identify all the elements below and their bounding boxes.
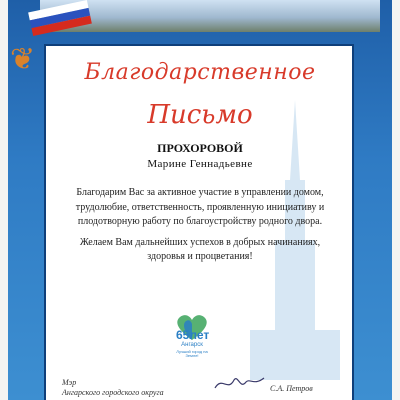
- signer-position-line1: Мэр: [62, 378, 77, 387]
- logo-number: 65лет: [176, 328, 210, 342]
- document-title-line2: Письмо: [147, 100, 253, 130]
- letter-paragraph: Желаем Вам дальнейших успехов в добрых начинаниях, здоровья и процветания!: [79, 236, 321, 262]
- recipient-surname: ПРОХОРОВОЙ: [157, 141, 243, 155]
- handwritten-signature-icon: [210, 372, 270, 394]
- logo-slogan: Лучший город на Земле!: [176, 349, 208, 359]
- logo-city: Ангарск: [181, 342, 203, 348]
- anniversary-logo: [170, 312, 214, 360]
- laurel-branch-icon: ❦: [10, 43, 36, 76]
- letter-paragraph: Благодарим Вас за активное участие в управлении домом, трудолюбие, ответственность, проявленную инициативу и плодотворную работу по благоустройству родного двора.: [75, 187, 325, 227]
- letter-body: [72, 186, 328, 271]
- signer-position-line2: Ангарского городского округа: [62, 387, 164, 397]
- recipient-name: Марине Геннадьевне: [147, 158, 253, 170]
- signer-name: С.А. Петров: [270, 384, 313, 393]
- header-photo-band: [40, 0, 380, 32]
- signer-position: [62, 378, 164, 397]
- document-title-line1: Благодарственное: [84, 60, 316, 85]
